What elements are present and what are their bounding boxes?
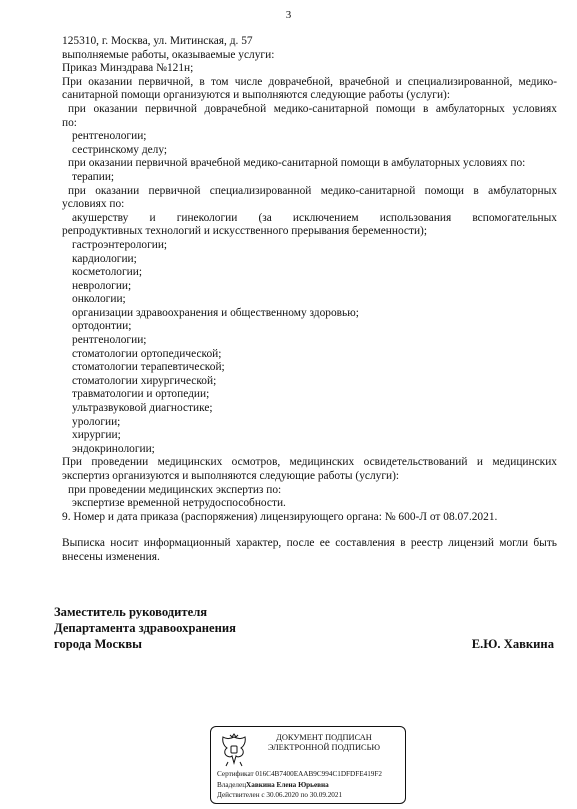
certificate-number: 016C4B7400EAAB9C994C1DFDFE419F2 [255,770,382,778]
item-9-order: 9. Номер и дата приказа (распоряжения) лицензирующего органа: № 600-Л от 08.07.2021. [62,510,498,523]
document-body [62,35,557,565]
list-item: травматологии и ортопедии; [72,388,210,401]
list-item: стоматологии терапевтической; [72,361,225,374]
list-item: экспертизе временной нетрудоспособности. [72,497,286,510]
text-line: Приказ Минздрава №121н; [62,62,194,75]
coat-of-arms-icon [219,733,249,767]
list-item: косметологии; [72,266,143,279]
text-line: при оказании первичной специализированной медико-санитарной помощи в амбулаторных [68,184,557,197]
text-line: При оказании первичной, в том числе доврачебной, врачебной и специализированной, медико- [62,75,557,88]
list-item: стоматологии хирургической; [72,374,217,387]
list-item: стоматологии ортопедической; [72,347,222,360]
owner-line: ВладелецХавкина Елена Юрьевна [217,780,329,789]
list-item: репродуктивных технологий и искусственного прерывания беременности); [62,225,428,238]
list-item: гастроэнтерологии; [72,238,168,251]
text-line: при проведении медицинских экспертиз по: [68,483,282,496]
list-item: хирургии; [72,429,121,442]
signatory-city: города Москвы [54,637,142,651]
list-item: ультразвуковой диагностике; [72,402,213,415]
text-line: по: [62,116,77,129]
list-item: рентгенологии; [72,130,147,143]
list-item: терапии; [72,170,115,183]
text-line: выполняемые работы, оказываемые услуги: [62,48,275,61]
stamp-title: ДОКУМЕНТ ПОДПИСАН ЭЛЕКТРОННОЙ ПОДПИСЬЮ [267,733,381,752]
text-line: при оказании первичной доврачебной медико-санитарной помощи в амбулаторных условиях [68,102,557,115]
list-item: неврологии; [72,279,132,292]
owner-name: Хавкина Елена Юрьевна [246,780,329,789]
list-item: кардиологии; [72,252,137,265]
signatory-title: Заместитель руководителя [54,605,208,619]
valid-to-date: 30.09.2021 [309,791,343,799]
signatory-department: Департамента здравоохранения [54,621,236,635]
list-item: организации здравоохранения и общественному здоровью; [72,306,359,319]
list-item: акушерству и гинекологии (за исключением использования вспомогательных [72,211,557,224]
valid-from-date: 30.06.2020 [266,791,299,799]
text-line: при оказании первичной врачебной медико-санитарной помощи в амбулаторных условиях по: [68,157,526,170]
signatory-name: Е.Ю. Хавкина [471,637,554,651]
text-line: При проведении медицинских осмотров, медицинских освидетельствований и медицинских [62,456,557,469]
electronic-signature-stamp [210,726,406,804]
stamp-details [217,769,403,801]
disclaimer-line: внесены изменения. [62,550,160,563]
signature-block [54,604,554,652]
list-item: эндокринологии; [72,442,155,455]
list-item: ортодонтии; [72,320,132,333]
list-item: сестринскому делу; [72,143,168,156]
list-item: рентгенологии; [72,334,147,347]
text-line: экспертиз организуются и выполняются следующие работы (услуги): [62,470,400,482]
address-line: 125310, г. Москва, ул. Митинская, д. 57 [62,35,253,47]
list-item: урологии; [72,415,121,428]
list-item: онкологии; [72,293,126,306]
disclaimer-line: Выписка носит информационный характер, после ее составления в реестр лицензий могли быть [62,537,557,550]
page-number: 3 [285,9,292,21]
validity-line: Действителен с 30.06.2020 по 30.09.2021 [217,791,343,799]
certificate-line: Сертификат 016C4B7400EAAB9C994C1DFDFE419F2 [217,770,382,778]
text-line: санитарной помощи организуются и выполняются следующие работы (услуги): [62,89,451,102]
text-line: условиях по: [62,198,125,211]
